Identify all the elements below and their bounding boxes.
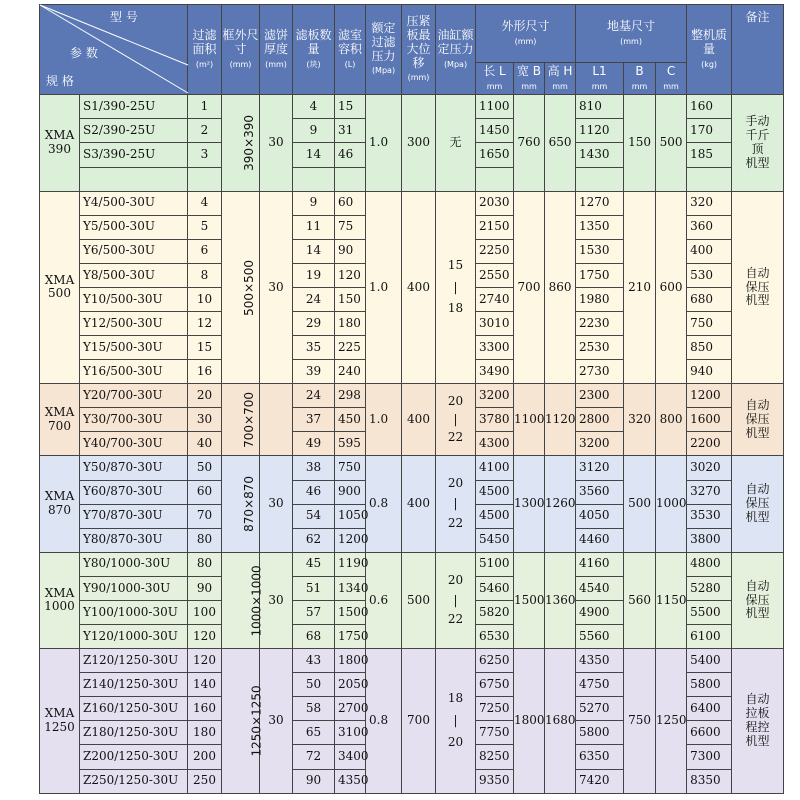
plates-cell: 46 [293, 480, 335, 504]
area-cell: 140 [188, 673, 222, 697]
l1-cell: 1980 [576, 287, 624, 311]
model-cell: Y80/870-30U [80, 528, 188, 552]
mass-cell: 3530 [687, 504, 732, 528]
c-cell: 800 [656, 384, 687, 456]
plates-cell: 62 [293, 528, 335, 552]
l1-cell: 4160 [576, 552, 624, 576]
volume-cell: 1190 [335, 552, 366, 576]
volume-cell: 240 [335, 360, 366, 384]
width-cell: 1300 [514, 456, 545, 552]
volume-cell: 2700 [335, 697, 366, 721]
l1-cell: 6350 [576, 745, 624, 769]
height-cell: 860 [545, 191, 576, 384]
length-cell: 5820 [476, 600, 514, 624]
plates-cell: 9 [293, 191, 335, 215]
length-cell: 3780 [476, 408, 514, 432]
model-cell: Y60/870-30U [80, 480, 188, 504]
table-row [40, 191, 784, 215]
volume-cell: 150 [335, 287, 366, 311]
stroke-cell: 700 [402, 649, 436, 794]
volume-cell: 75 [335, 215, 366, 239]
filter-press-spec-table [39, 4, 784, 794]
b-cell: 560 [624, 552, 656, 648]
stroke-cell: 300 [402, 95, 436, 191]
c-cell: 1250 [656, 649, 687, 794]
b-cell: 750 [624, 649, 656, 794]
area-cell: 16 [188, 360, 222, 384]
c-cell: 600 [656, 191, 687, 384]
mass-cell: 3270 [687, 480, 732, 504]
height-cell: 1360 [545, 552, 576, 648]
l1-cell: 4350 [576, 649, 624, 673]
model-cell: Y10/500-30U [80, 287, 188, 311]
area-cell: 40 [188, 432, 222, 456]
cake-cell: 30 [260, 95, 293, 191]
header-length: 长 L mm [476, 63, 514, 95]
header-oil: 油缸额定压力 (Mpa) [436, 5, 476, 95]
model-cell: Y90/1000-30U [80, 576, 188, 600]
volume-cell: 450 [335, 408, 366, 432]
l1-cell: 1530 [576, 239, 624, 263]
pressure-cell: 1.0 [366, 191, 402, 384]
table-row [40, 456, 784, 480]
header-c: C mm [656, 63, 687, 95]
model-cell: Z250/1250-30U [80, 769, 188, 794]
length-cell: 2250 [476, 239, 514, 263]
length-cell: 9350 [476, 769, 514, 794]
area-cell: 2 [188, 119, 222, 143]
length-cell: 3490 [476, 360, 514, 384]
length-cell: 1450 [476, 119, 514, 143]
cake-cell [260, 384, 293, 456]
area-cell: 1 [188, 95, 222, 119]
plates-cell: 24 [293, 384, 335, 408]
mass-cell: 1200 [687, 384, 732, 408]
l1-cell: 2530 [576, 336, 624, 360]
area-cell: 100 [188, 600, 222, 624]
model-cell: Y5/500-30U [80, 215, 188, 239]
header-volume: 滤室容积 (L) [335, 5, 366, 95]
header-area: 过滤面积 (m²) [188, 5, 222, 95]
area-cell: 6 [188, 239, 222, 263]
mass-cell: 7300 [687, 745, 732, 769]
area-cell: 8 [188, 263, 222, 287]
mass-cell: 160 [687, 95, 732, 119]
length-cell: 4100 [476, 456, 514, 480]
c-cell: 500 [656, 95, 687, 191]
area-cell: 50 [188, 456, 222, 480]
plates-cell: 49 [293, 432, 335, 456]
mass-cell: 8350 [687, 769, 732, 794]
spec-table-container [39, 4, 783, 794]
l1-cell: 2230 [576, 312, 624, 336]
l1-cell: 3200 [576, 432, 624, 456]
area-cell: 3 [188, 143, 222, 167]
area-cell: 80 [188, 528, 222, 552]
length-cell: 5460 [476, 576, 514, 600]
area-cell: 250 [188, 769, 222, 794]
frame-cell: 1250×1250 [222, 649, 260, 794]
length-cell: 7750 [476, 721, 514, 745]
model-cell: Z120/1250-30U [80, 649, 188, 673]
length-cell: 2550 [476, 263, 514, 287]
area-cell: 30 [188, 408, 222, 432]
volume-cell: 1200 [335, 528, 366, 552]
l1-cell: 5270 [576, 697, 624, 721]
header-mass: 整机质量 (kg) [687, 5, 732, 95]
volume-cell: 2050 [335, 673, 366, 697]
series-cell: XMA 700 [40, 384, 80, 456]
header-row-1 [40, 5, 784, 35]
height-cell: 650 [545, 95, 576, 191]
table-row [40, 384, 784, 408]
oil-cell: 18 | 20 [436, 649, 476, 794]
width-cell: 760 [514, 95, 545, 191]
pressure-cell: 0.8 [366, 456, 402, 552]
header-frame: 框外尺寸 (mm) [222, 5, 260, 95]
header-base: 地基尺寸 (mm) [576, 5, 687, 63]
model-cell: S1/390-25U [80, 95, 188, 119]
length-cell: 3010 [476, 312, 514, 336]
volume-cell: 180 [335, 312, 366, 336]
c-cell: 1150 [656, 552, 687, 648]
l1-cell: 5560 [576, 625, 624, 649]
area-cell: 20 [188, 384, 222, 408]
l1-cell: 3120 [576, 456, 624, 480]
volume-cell: 120 [335, 263, 366, 287]
header-pressure: 额定过滤压力 (Mpa) [366, 5, 402, 95]
height-cell: 1260 [545, 456, 576, 552]
mass-cell: 6600 [687, 721, 732, 745]
length-cell: 5100 [476, 552, 514, 576]
l1-cell: 2800 [576, 408, 624, 432]
plates-cell: 57 [293, 600, 335, 624]
model-cell: Z200/1250-30U [80, 745, 188, 769]
plates-cell: 58 [293, 697, 335, 721]
l1-cell: 4900 [576, 600, 624, 624]
l1-cell: 2300 [576, 384, 624, 408]
l1-cell: 810 [576, 95, 624, 119]
model-cell: Y30/700-30U [80, 408, 188, 432]
model-cell: Y20/700-30U [80, 384, 188, 408]
frame-cell: 390×390 [222, 95, 260, 191]
length-cell: 4500 [476, 480, 514, 504]
length-cell: 6530 [476, 625, 514, 649]
plates-cell: 9 [293, 119, 335, 143]
mass-cell: 530 [687, 263, 732, 287]
mass-cell: 400 [687, 239, 732, 263]
table-row [40, 552, 784, 576]
pressure-cell: 1.0 [366, 95, 402, 191]
l1-cell: 1750 [576, 263, 624, 287]
length-cell: 7250 [476, 697, 514, 721]
b-cell: 500 [624, 456, 656, 552]
mass-cell: 4800 [687, 552, 732, 576]
plates-cell: 68 [293, 625, 335, 649]
plates-cell: 14 [293, 143, 335, 167]
model-cell: Y100/1000-30U [80, 600, 188, 624]
oil-cell: 无 [436, 95, 476, 191]
length-cell: 6750 [476, 673, 514, 697]
mass-cell: 3800 [687, 528, 732, 552]
plates-cell: 29 [293, 312, 335, 336]
series-cell: XMA 390 [40, 95, 80, 191]
mass-cell: 3020 [687, 456, 732, 480]
stroke-cell: 400 [402, 384, 436, 456]
oil-cell: 15 | 18 [436, 191, 476, 384]
model-cell: Y8/500-30U [80, 263, 188, 287]
cake-cell: 30 [260, 191, 293, 384]
l1-cell: 4750 [576, 673, 624, 697]
header-cake: 滤饼厚度 (mm) [260, 5, 293, 95]
diag-label-model: 型 号 [110, 10, 138, 24]
volume-cell: 750 [335, 456, 366, 480]
plates-cell: 24 [293, 287, 335, 311]
volume-cell: 90 [335, 239, 366, 263]
length-cell: 6250 [476, 649, 514, 673]
model-cell: Y120/1000-30U [80, 625, 188, 649]
frame-cell: 1000×1000 [222, 552, 260, 648]
plates-cell: 72 [293, 745, 335, 769]
mass-cell: 5400 [687, 649, 732, 673]
cake-cell: 30 [260, 649, 293, 794]
b-cell: 150 [624, 95, 656, 191]
volume-cell: 3100 [335, 721, 366, 745]
model-cell: Y12/500-30U [80, 312, 188, 336]
area-cell: 5 [188, 215, 222, 239]
length-cell: 8250 [476, 745, 514, 769]
volume-cell: 1750 [335, 625, 366, 649]
l1-cell: 1120 [576, 119, 624, 143]
volume-cell: 60 [335, 191, 366, 215]
l1-cell: 3560 [576, 480, 624, 504]
area-cell: 160 [188, 697, 222, 721]
area-cell: 10 [188, 287, 222, 311]
model-cell: S2/390-25U [80, 119, 188, 143]
model-cell: Y15/500-30U [80, 336, 188, 360]
height-cell: 1680 [545, 649, 576, 794]
l1-cell: 4050 [576, 504, 624, 528]
l1-cell: 5800 [576, 721, 624, 745]
b-cell: 320 [624, 384, 656, 456]
series-cell: XMA 870 [40, 456, 80, 552]
remark-cell: 自动 保压 机型 [732, 456, 784, 552]
l1-cell: 1430 [576, 143, 624, 167]
header-dims: 外形尺寸 (mm) [476, 5, 576, 63]
volume-cell: 1340 [335, 576, 366, 600]
volume-cell: 900 [335, 480, 366, 504]
frame-cell: 500×500 [222, 191, 260, 384]
remark-cell: 自动 拉板 程控 机型 [732, 649, 784, 794]
l1-cell: 1350 [576, 215, 624, 239]
series-cell: XMA 500 [40, 191, 80, 384]
model-cell: Z180/1250-30U [80, 721, 188, 745]
table-row [40, 95, 784, 119]
model-cell: Z160/1250-30U [80, 697, 188, 721]
series-cell: XMA 1000 [40, 552, 80, 648]
length-cell: 3200 [476, 384, 514, 408]
area-cell: 120 [188, 649, 222, 673]
model-cell: Y4/500-30U [80, 191, 188, 215]
area-cell: 200 [188, 745, 222, 769]
length-cell: 2150 [476, 215, 514, 239]
l1-cell: 4460 [576, 528, 624, 552]
area-cell: 180 [188, 721, 222, 745]
pressure-cell: 0.6 [366, 552, 402, 648]
remark-cell: 自动 保压 机型 [732, 191, 784, 384]
mass-cell: 170 [687, 119, 732, 143]
area-cell: 15 [188, 336, 222, 360]
length-cell: 2030 [476, 191, 514, 215]
l1-cell: 4540 [576, 576, 624, 600]
mass-cell: 680 [687, 287, 732, 311]
plates-cell: 50 [293, 673, 335, 697]
pressure-cell: 0.8 [366, 649, 402, 794]
volume-cell: 298 [335, 384, 366, 408]
stroke-cell: 500 [402, 552, 436, 648]
area-cell: 120 [188, 625, 222, 649]
model-cell: Y80/1000-30U [80, 552, 188, 576]
mass-cell: 6100 [687, 625, 732, 649]
volume-cell: 15 [335, 95, 366, 119]
model-cell: Y40/700-30U [80, 432, 188, 456]
plates-cell: 43 [293, 649, 335, 673]
plates-cell: 51 [293, 576, 335, 600]
model-cell: Z140/1250-30U [80, 673, 188, 697]
volume-cell: 1800 [335, 649, 366, 673]
plates-cell: 11 [293, 215, 335, 239]
mass-cell: 5500 [687, 600, 732, 624]
volume-cell: 1500 [335, 600, 366, 624]
width-cell: 1800 [514, 649, 545, 794]
mass-cell: 2200 [687, 432, 732, 456]
plates-cell: 90 [293, 769, 335, 794]
mass-cell: 750 [687, 312, 732, 336]
mass-cell: 185 [687, 143, 732, 167]
series-cell: XMA 1250 [40, 649, 80, 794]
area-cell: 80 [188, 552, 222, 576]
remark-cell: 手动 千斤 顶 机型 [732, 95, 784, 191]
volume-cell: 3400 [335, 745, 366, 769]
plates-cell: 45 [293, 552, 335, 576]
oil-cell: 20 | 22 [436, 456, 476, 552]
volume-cell: 595 [335, 432, 366, 456]
l1-cell: 2730 [576, 360, 624, 384]
l1-cell: 1270 [576, 191, 624, 215]
remark-cell: 自动 保压 机型 [732, 552, 784, 648]
mass-cell: 940 [687, 360, 732, 384]
height-cell: 1120 [545, 384, 576, 456]
model-cell: Y6/500-30U [80, 239, 188, 263]
b-cell: 210 [624, 191, 656, 384]
diag-label-spec: 规 格 [46, 74, 74, 88]
header-plates: 滤板数量 (块) [293, 5, 335, 95]
mass-cell: 1600 [687, 408, 732, 432]
plates-cell: 35 [293, 336, 335, 360]
oil-cell: 20 | 22 [436, 384, 476, 456]
model-cell: Y70/870-30U [80, 504, 188, 528]
mass-cell: 5280 [687, 576, 732, 600]
header-height: 高 H mm [545, 63, 576, 95]
area-cell: 70 [188, 504, 222, 528]
plates-cell: 65 [293, 721, 335, 745]
c-cell: 1000 [656, 456, 687, 552]
header-b: B mm [624, 63, 656, 95]
model-cell: Y16/500-30U [80, 360, 188, 384]
model-cell: Y50/870-30U [80, 456, 188, 480]
mass-cell: 850 [687, 336, 732, 360]
width-cell: 1500 [514, 552, 545, 648]
header-stroke: 压紧板最大位移 (mm) [402, 5, 436, 95]
plates-cell: 4 [293, 95, 335, 119]
area-cell: 12 [188, 312, 222, 336]
frame-cell: 870×870 [222, 456, 260, 552]
length-cell: 2740 [476, 287, 514, 311]
model-cell: S3/390-25U [80, 143, 188, 167]
header-remark: 备注 [732, 5, 784, 95]
stroke-cell: 400 [402, 456, 436, 552]
area-cell: 60 [188, 480, 222, 504]
plates-cell: 54 [293, 504, 335, 528]
l1-cell: 7420 [576, 769, 624, 794]
diag-label-params: 参 数 [70, 46, 98, 60]
length-cell: 4300 [476, 432, 514, 456]
volume-cell: 1050 [335, 504, 366, 528]
frame-cell: 700×700 [222, 384, 260, 456]
area-cell: 90 [188, 576, 222, 600]
cake-cell: 30 [260, 552, 293, 648]
mass-cell: 6400 [687, 697, 732, 721]
length-cell: 3300 [476, 336, 514, 360]
area-cell: 4 [188, 191, 222, 215]
mass-cell: 360 [687, 215, 732, 239]
length-cell: 1100 [476, 95, 514, 119]
remark-cell: 自动 保压 机型 [732, 384, 784, 456]
width-cell: 700 [514, 191, 545, 384]
table-row [40, 649, 784, 673]
plates-cell: 19 [293, 263, 335, 287]
volume-cell: 31 [335, 119, 366, 143]
length-cell: 1650 [476, 143, 514, 167]
oil-cell: 20 | 22 [436, 552, 476, 648]
volume-cell: 46 [335, 143, 366, 167]
plates-cell: 39 [293, 360, 335, 384]
width-cell: 1100 [514, 384, 545, 456]
header-l1: L1 mm [576, 63, 624, 95]
header-diagonal-cell [40, 5, 188, 95]
mass-cell: 5800 [687, 673, 732, 697]
length-cell: 4500 [476, 504, 514, 528]
header-width: 宽 B mm [514, 63, 545, 95]
volume-cell: 4350 [335, 769, 366, 794]
volume-cell: 225 [335, 336, 366, 360]
cake-cell: 30 [260, 456, 293, 552]
mass-cell: 320 [687, 191, 732, 215]
stroke-cell: 400 [402, 191, 436, 384]
plates-cell: 38 [293, 456, 335, 480]
pressure-cell: 1.0 [366, 384, 402, 456]
plates-cell: 14 [293, 239, 335, 263]
plates-cell: 37 [293, 408, 335, 432]
length-cell: 5450 [476, 528, 514, 552]
